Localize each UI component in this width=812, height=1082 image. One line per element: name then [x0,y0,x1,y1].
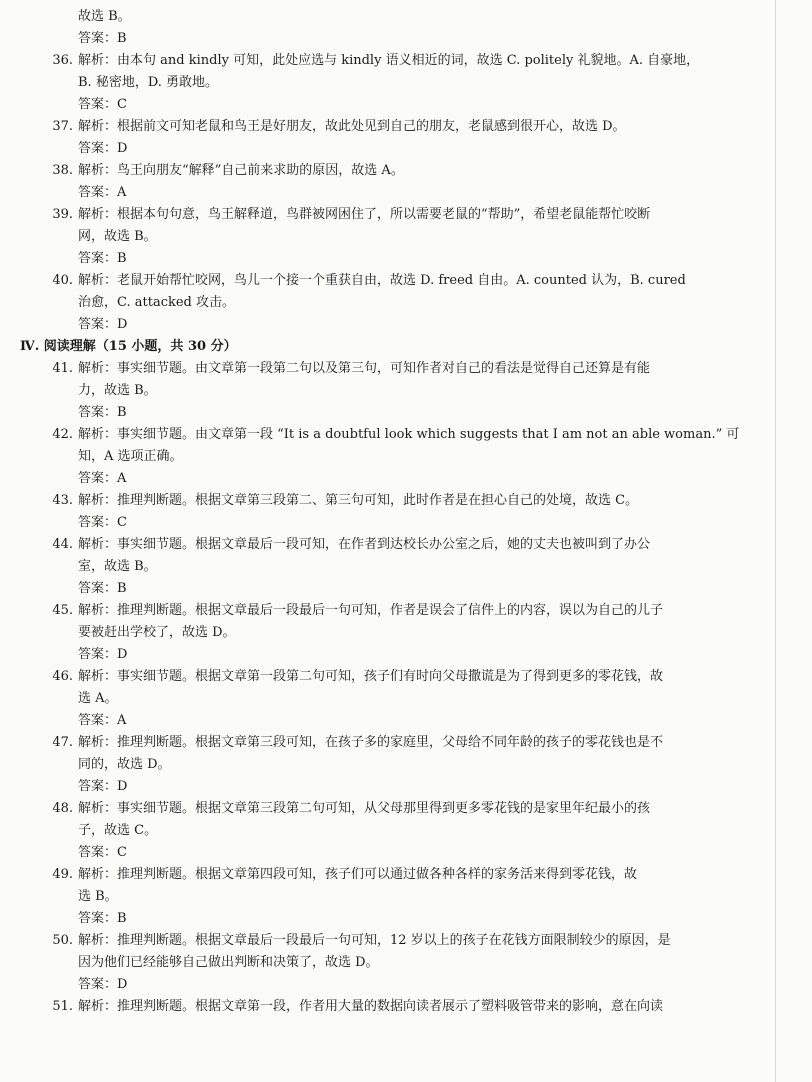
line-text: B. 秘密地，D. 勇敢地。 [78,75,219,90]
line-text: 答案：D [78,317,128,332]
question-explanation-line [0,358,812,380]
line-text: 解析：推理判断题。根据文章最后一段最后一句可知，作者是误会了信件上的内容，误以为自己的儿子 [78,603,664,618]
question-number: 48. [52,801,73,816]
line-text: 答案：C [78,845,127,860]
line-text: 解析：事实细节题。根据文章最后一段可知，在作者到达校长办公室之后，她的丈夫也被叫到了办公 [78,537,651,552]
question-explanation-line [0,116,812,138]
continuation-line [0,556,812,578]
answer-line [0,974,812,996]
line-text: 解析：事实细节题。由文章第一段 “It is a doubtful look which suggests that I am not an able woman.” 可 [78,427,740,442]
question-explanation-line [0,996,812,1018]
question-number: 42. [52,427,73,442]
continuation-line [0,952,812,974]
continuation-line [0,446,812,468]
answer-line [0,314,812,336]
question-explanation-line [0,160,812,182]
continuation-line [0,226,812,248]
line-text: 答案：D [78,779,128,794]
answer-line [0,842,812,864]
question-number: 43. [52,493,73,508]
line-text: 解析：推理判断题。根据文章第四段可知，孩子们可以通过做各种各样的家务活来得到零花钱，故 [78,867,638,882]
line-text: 解析：推理判断题。根据文章最后一段最后一句可知，12 岁以上的孩子在花钱方面限制较少的原因，是 [78,933,671,948]
answer-line [0,94,812,116]
line-text: 治愈，C. attacked 攻击。 [78,295,236,310]
answer-line [0,710,812,732]
question-explanation-line [0,930,812,952]
question-number: 46. [52,669,73,684]
answer-line [0,182,812,204]
answer-line [0,28,812,50]
line-text: 答案：B [78,911,127,926]
continuation-line [0,292,812,314]
question-number: 44. [52,537,73,552]
line-text: 答案：D [78,141,128,156]
question-explanation-line [0,600,812,622]
answer-line [0,908,812,930]
line-text: 解析：由本句 and kindly 可知，此处应选与 kindly 语义相近的词，故选 C. politely 礼貌地。A. 自豪地， [78,53,700,68]
answer-line [0,644,812,666]
question-explanation-line [0,424,812,446]
question-number: 39. [52,207,73,222]
line-text: 答案：A [78,471,127,486]
line-text: 答案：B [78,251,127,266]
question-number: 47. [52,735,73,750]
line-text: Ⅳ. 阅读理解（15 小题，共 30 分） [20,339,237,354]
continuation-line [0,622,812,644]
question-explanation-line [0,666,812,688]
answer-line [0,402,812,424]
question-explanation-line [0,732,812,754]
question-number: 40. [52,273,73,288]
line-text: 室，故选 B。 [78,559,157,574]
line-text: 因为他们已经能够自己做出判断和决策了，故选 D。 [78,955,379,970]
question-explanation-line [0,490,812,512]
line-text: 解析：推理判断题。根据文章第一段，作者用大量的数据向读者展示了塑料吸管带来的影响，意在向读 [78,999,664,1014]
continuation-line [0,820,812,842]
section-heading [0,336,812,358]
answer-line [0,468,812,490]
answer-line [0,512,812,534]
line-text: 答案：D [78,977,128,992]
continuation-line [0,886,812,908]
question-number: 50. [52,933,73,948]
line-text: 答案：B [78,31,127,46]
line-text: 答案：C [78,515,127,530]
line-text: 力，故选 B。 [78,383,157,398]
line-text: 答案：A [78,713,127,728]
line-text: 解析：推理判断题。根据文章第三段可知，在孩子多的家庭里，父母给不同年龄的孩子的零花钱也是不 [78,735,664,750]
question-number: 49. [52,867,73,882]
question-explanation-line [0,798,812,820]
answer-line [0,138,812,160]
line-text: 答案：A [78,185,127,200]
answer-line [0,248,812,270]
line-text: 子，故选 C。 [78,823,158,838]
continuation-line [0,380,812,402]
line-text: 答案：D [78,647,128,662]
line-text: 答案：B [78,405,127,420]
continuation-line [0,6,812,28]
question-explanation-line [0,864,812,886]
question-number: 45. [52,603,73,618]
line-text: 解析：事实细节题。由文章第一段第二句以及第三句，可知作者对自己的看法是觉得自己还算是有能 [78,361,651,376]
line-text: 答案：B [78,581,127,596]
line-text: 选 A。 [78,691,118,706]
line-text: 解析：事实细节题。根据文章第三段第二句可知，从父母那里得到更多零花钱的是家里年纪最小的孩 [78,801,651,816]
question-number: 51. [52,999,73,1014]
continuation-line [0,72,812,94]
line-text: 要被赶出学校了，故选 D。 [78,625,236,640]
answer-line [0,578,812,600]
line-text: 知，A 选项正确。 [78,449,183,464]
continuation-line [0,688,812,710]
line-text: 解析：老鼠开始帮忙咬网，鸟儿一个接一个重获自由，故选 D. freed 自由。A. counted 认为，B. cured [78,273,686,288]
line-text: 解析：根据前文可知老鼠和鸟王是好朋友，故此处见到自己的朋友，老鼠感到很开心，故选 D。 [78,119,626,134]
answer-line [0,776,812,798]
line-text: 同的，故选 D。 [78,757,171,772]
line-text: 选 B。 [78,889,118,904]
continuation-line [0,754,812,776]
question-number: 37. [52,119,73,134]
line-text: 网，故选 B。 [78,229,157,244]
question-number: 41. [52,361,73,376]
line-text: 答案：C [78,97,127,112]
question-explanation-line [0,50,812,72]
line-text: 故选 B。 [78,9,131,24]
question-number: 36. [52,53,73,68]
line-text: 解析：事实细节题。根据文章第一段第二句可知，孩子们有时向父母撒谎是为了得到更多的零花钱，故 [78,669,664,684]
question-explanation-line [0,204,812,226]
question-explanation-line [0,270,812,292]
line-text: 解析：根据本句句意，鸟王解释道，鸟群被网困住了，所以需要老鼠的“帮助”，希望老鼠能帮忙咬断 [78,207,651,222]
line-text: 解析：鸟王向朋友“解释”自己前来求助的原因，故选 A。 [78,163,404,178]
question-explanation-line [0,534,812,556]
answer-key-content [0,6,812,1018]
line-text: 解析：推理判断题。根据文章第三段第二、第三句可知，此时作者是在担心自己的处境，故选 C。 [78,493,639,508]
question-number: 38. [52,163,73,178]
